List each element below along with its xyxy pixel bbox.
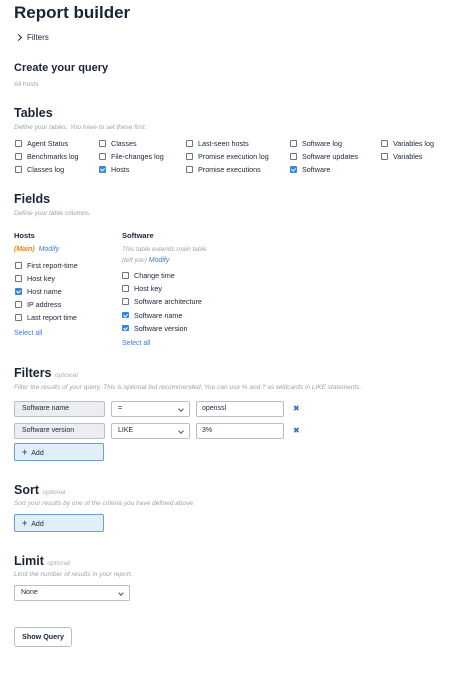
software-join-note — [122, 257, 169, 264]
hosts-main-row — [14, 246, 59, 253]
checkbox-label: Last report time — [27, 313, 77, 322]
checkbox[interactable] — [15, 288, 22, 295]
checkbox-label: Classes — [111, 139, 137, 148]
chevron-down-icon — [178, 406, 184, 412]
checkbox-label: Variables log — [393, 139, 435, 148]
checkbox-label: Software architecture — [134, 297, 202, 307]
checkbox[interactable] — [290, 166, 297, 173]
checkbox[interactable] — [381, 153, 388, 160]
checkbox[interactable] — [99, 140, 106, 147]
filter-field[interactable]: Software version — [14, 423, 105, 439]
checkbox[interactable] — [122, 298, 129, 305]
checkbox-label: Hosts — [111, 165, 130, 174]
checkbox-label: IP address — [27, 300, 62, 309]
checkbox[interactable] — [99, 153, 106, 160]
checkbox-label: Classes log — [27, 165, 65, 174]
remove-filter-icon[interactable]: ✖ — [293, 426, 300, 435]
checkbox-label: Benchmarks log — [27, 152, 79, 161]
checkbox[interactable] — [122, 285, 129, 292]
show-query-button[interactable]: Show Query — [14, 627, 72, 647]
main-table-tag: (Main) — [14, 246, 35, 253]
software-extends-note: This table extends main table — [122, 246, 207, 253]
sort-heading-text: Sort — [14, 483, 39, 497]
checkbox[interactable] — [99, 166, 106, 173]
add-sort-button[interactable] — [14, 514, 104, 532]
checkbox[interactable] — [186, 140, 193, 147]
checkbox-label: Host name — [27, 287, 62, 296]
checkbox-label: Last-seen hosts — [198, 139, 249, 148]
tables-heading: Tables — [14, 106, 53, 120]
hosts-modify-link[interactable]: Modify — [38, 246, 60, 253]
checkbox-label: Promise executions — [198, 165, 261, 174]
software-join-label: (left join) — [122, 257, 147, 264]
software-select-all-link[interactable]: Select all — [122, 340, 151, 347]
checkbox-label: Software name — [134, 310, 183, 320]
checkbox-label: Software log — [302, 139, 342, 148]
checkbox[interactable] — [15, 262, 22, 269]
limit-optional-tag: optional — [47, 560, 71, 567]
checkbox[interactable] — [122, 272, 129, 279]
sort-heading — [14, 483, 65, 497]
fields-hint: Define your table columns. — [14, 210, 91, 217]
add-sort-label: Add — [31, 521, 44, 528]
checkbox[interactable] — [122, 325, 129, 332]
checkbox-label: First report-time — [27, 261, 78, 270]
filters-heading-text: Filters — [14, 366, 52, 380]
sort-optional-tag: optional — [42, 489, 66, 496]
remove-filter-icon[interactable]: ✖ — [293, 404, 300, 413]
fields-heading: Fields — [14, 192, 51, 206]
limit-select[interactable] — [14, 585, 130, 601]
add-filter-label: Add — [31, 450, 44, 457]
filter-operator-value: LIKE — [118, 427, 134, 434]
add-filter-button[interactable] — [14, 443, 104, 461]
checkbox-label: Host key — [27, 274, 55, 283]
checkbox[interactable] — [186, 153, 193, 160]
filter-value-input[interactable]: 3% — [196, 423, 284, 439]
checkbox[interactable] — [15, 275, 22, 282]
checkbox[interactable] — [15, 301, 22, 308]
filter-field[interactable]: Software name — [14, 401, 105, 417]
checkbox-label: Agent Status — [27, 139, 69, 148]
plus-icon: + — [22, 518, 28, 528]
checkbox-label: Software — [302, 165, 331, 174]
checkbox[interactable] — [290, 140, 297, 147]
filters-toggle-label: Filters — [27, 33, 49, 42]
sort-hint: Sort your results by one of the criteria you have defined above. — [14, 500, 195, 507]
filter-value-input[interactable]: openssl — [196, 401, 284, 417]
checkbox[interactable] — [186, 166, 193, 173]
filters-optional-tag: optional — [55, 372, 78, 379]
hosts-select-all-link[interactable]: Select all — [14, 330, 43, 337]
checkbox-label: Software updates — [302, 152, 358, 161]
checkbox[interactable] — [15, 314, 22, 321]
chevron-right-icon — [15, 34, 22, 41]
checkbox-label: Software version — [134, 323, 188, 333]
checkbox-label: Host key — [134, 284, 162, 294]
query-heading: Create your query — [14, 62, 109, 74]
checkbox-label: Promise execution log — [198, 152, 269, 161]
limit-heading-text: Limit — [14, 554, 44, 568]
software-fields-title: Software — [122, 231, 154, 240]
checkbox[interactable] — [381, 140, 388, 147]
tables-hint: Define your tables. You have to set these first. — [14, 124, 147, 131]
checkbox[interactable] — [15, 140, 22, 147]
filters-hint: Filter the results of your query. This is optional but recommended. You can use % and ? as wildcards in LIKE statements. — [14, 384, 362, 391]
plus-icon: + — [22, 447, 28, 457]
limit-select-value: None — [21, 589, 38, 596]
checkbox-label: Change time — [134, 271, 175, 280]
query-subtitle: All hosts — [14, 81, 39, 88]
checkbox-label: Variables — [393, 152, 423, 161]
checkbox[interactable] — [15, 153, 22, 160]
filter-operator-value: = — [118, 405, 123, 412]
checkbox[interactable] — [15, 166, 22, 173]
checkbox-label: File-changes log — [111, 152, 164, 161]
limit-hint: Limit the number of results in your report. — [14, 571, 133, 578]
limit-heading — [14, 554, 70, 568]
checkbox[interactable] — [290, 153, 297, 160]
filter-operator-select[interactable] — [111, 401, 190, 417]
chevron-down-icon — [178, 428, 184, 434]
hosts-fields-title: Hosts — [14, 231, 35, 240]
software-modify-link[interactable]: Modify — [148, 257, 170, 264]
filter-operator-select[interactable] — [111, 423, 190, 439]
page-title: Report builder — [14, 3, 131, 22]
filters-heading — [14, 366, 78, 380]
chevron-down-icon — [118, 590, 124, 596]
checkbox[interactable] — [122, 312, 129, 319]
